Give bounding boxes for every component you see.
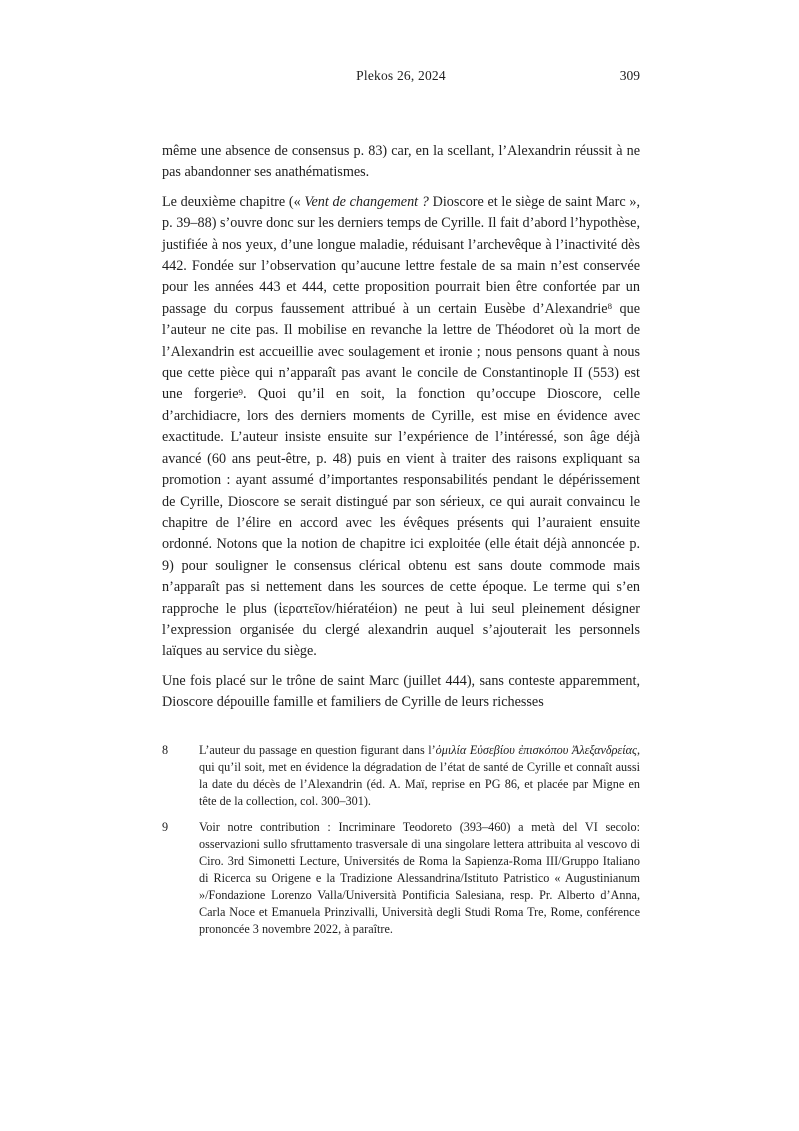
footnote-reference: 9: [238, 386, 243, 397]
text-segment: Voir notre contribution : Incriminare Teodoreto (393–460) a metà del VI secolo: osservazioni sullo sfruttamento trasversale di una singolare lettera attribuita al vescovo di Ciro. 3rd Simonetti Lecture, Universités de Roma la Sapienza-Roma III/Gruppo Italiano di Ricerca su Origene e la Tradizione Alessandrina/Istituto Patristico « Augustinianum »/Fondazione Lorenzo Valla/Università Pontificia Salesiana, resp. Pr. Alberto d’Anna, Carla Noce et Emanuela Prinzivalli, Università degli Studi Roma Tre, Rome, conférence prononcée 3 novembre 2022, à paraître.: [199, 819, 640, 936]
text-segment: que l’auteur ne cite pas. Il mobilise en revanche la lettre de Théodoret où la mort de l’Alexandrin est accueillie avec soulagement et ironie ; nous pensons quant à nous que cette pièce qui n’apparaît pas avant le concile de Constantinople II (553) est une forgerie: [162, 300, 640, 403]
footnote-text: [199, 742, 640, 810]
footnote-number: 8: [162, 742, 169, 757]
text-segment: ὁμιλία Εὐσεβίου ἐπισκόπου Ἀλεξανδρείας: [435, 742, 637, 757]
text-column: [162, 0, 640, 938]
text-segment: Dioscore et le siège de saint Marc », p. 39–88) s’ouvre donc sur les derniers temps de Cyrille. Il fait d’abord l’hypothèse, justifiée à nos yeux, d’une longue maladie, réduisant l’archevêque à l’inactivité dès 442. Fondée sur l’observation qu’aucune lettre festale de sa main n’est conservée pour les années 443 et 444, cette proposition pourrait bien être confortée par un passage du corpus faussement attribué à un certain Eusèbe d’Alexandrie: [162, 193, 641, 317]
journal-title: Plekos 26, 2024: [356, 68, 446, 83]
footnote-text: [199, 819, 640, 938]
text-segment: Vent de changement ?: [304, 193, 429, 210]
page-number: 309: [619, 68, 640, 83]
footnote-reference: 8: [607, 300, 613, 311]
text-segment: . Quoi qu’il en soit, la fonction qu’occupe Dioscore, celle d’archidiacre, lors des derniers moments de Cyrille, est mise en évidence avec exactitude. L’auteur insiste ensuite sur l’expérience de l’intéressé, son âge déjà avancé (60 ans peut-être, p. 48) puis en vient à traiter des raisons expliquant sa promotion : ayant assumé d’importantes responsabilités pendant le dépérissement de Cyrille, Dioscore se serait distingué par son sérieux, ce qui aurait convaincu le chapitre de l’élire en accord avec les évêques présents qui l’auraient ensuite ordonné. Notons que la notion de chapitre ici exploitée (elle était déjà annoncée p. 9) pour souligner le consensus clérical obtenu est sans doute commode mais n’apparaît pas si nettement dans les sources de cette époque. Le terme qui s’en rapproche le plus (ἱερατεῖον/hiératéion) ne peut à lui seul pleinement désigner l’expression organisée du clergé alexandrin auquel s’ajouterait les personnels laïques au service du siège.: [162, 386, 640, 660]
body-paragraph-2: [162, 192, 640, 663]
text-segment: Le deuxième chapitre («: [162, 193, 305, 210]
text-segment: même une absence de consensus p. 83) car, en la scellant, l’Alexandrin réussit à ne pas abandonner ses anathématismes.: [162, 143, 640, 181]
text-segment: Une fois placé sur le trône de saint Marc (juillet 444), sans conteste apparemment, Dioscore dépouille famille et familiers de Cyrille de leurs richesses: [162, 672, 640, 711]
text-segment: L’auteur du passage en question figurant dans l’: [199, 742, 436, 757]
body-paragraph-1: [162, 141, 640, 184]
page-header: [162, 0, 640, 86]
footnote-number: 9: [162, 819, 169, 834]
footnotes-section: [162, 742, 640, 938]
text-segment: , qui qu’il soit, met en évidence la dégradation de l’état de santé de Cyrille et connaît aussi la date du décès de l’Alexandrin (éd. A. Maï, reprise en PG 86, et placée par Migne en tête de la collection, col. 300–301).: [199, 742, 641, 808]
body-text: [162, 141, 640, 714]
body-paragraph-3: [162, 671, 640, 714]
footnote-9: [162, 819, 640, 938]
footnote-8: [162, 742, 640, 810]
